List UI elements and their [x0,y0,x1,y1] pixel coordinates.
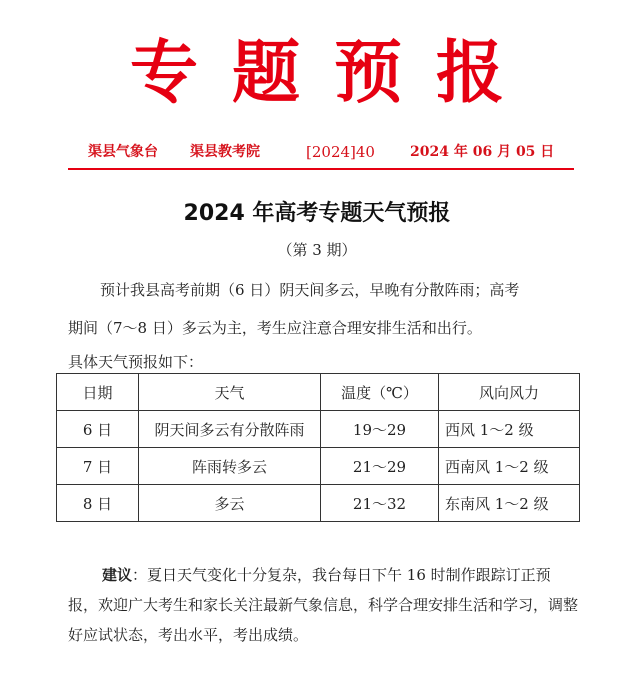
table-row [57,485,580,522]
cell-date: 6 日 [57,411,139,448]
advice-label: 建议 [102,566,133,584]
cell-date: 7 日 [57,448,139,485]
issue-number: （第 3 期） [277,241,357,259]
masthead-title: 专题预报 [129,34,538,113]
cell-temperature: 21～29 [321,448,439,485]
intro-paragraph-line-2: 期间（7～8 日）多云为主，考生应注意合理安排生活和出行。 [68,319,482,337]
document-number: [2024]40 [306,143,375,161]
table-row [57,411,580,448]
cell-weather: 多云 [139,485,321,522]
red-divider [68,168,574,170]
issue-line [84,140,564,164]
issuer-education-exam-institute: 渠县教考院 [190,144,260,160]
cell-date: 8 日 [57,485,139,522]
cell-temperature: 21～32 [321,485,439,522]
header-temperature: 温度（℃） [321,374,439,411]
issuer-meteorological-station: 渠县气象台 [88,144,158,160]
forecast-table [56,373,580,522]
table-row [57,448,580,485]
table-intro: 具体天气预报如下： [68,353,204,371]
cell-wind: 东南风 1～2 级 [439,485,580,522]
cell-weather: 阵雨转多云 [139,448,321,485]
cell-wind: 西风 1～2 级 [439,411,580,448]
issue-date: 2024 年 06 月 05 日 [410,144,555,160]
cell-wind: 西南风 1～2 级 [439,448,580,485]
header-weather: 天气 [139,374,321,411]
document-title: 2024 年高考专题天气预报 [183,201,451,226]
cell-weather: 阴天间多云有分散阵雨 [139,411,321,448]
cell-temperature: 19～29 [321,411,439,448]
header-date: 日期 [57,374,139,411]
advice-text: ：夏日天气变化十分复杂，我台每日下午 16 时制作跟踪订正预报，欢迎广大考生和家长关注最新气象信息，科学合理安排生活和学习，调整好应试状态，考出水平，考出成绩。 [68,566,579,644]
intro-paragraph-line-1: 预计我县高考前期（6 日）阴天间多云，早晚有分散阵雨；高考 [100,281,520,299]
table-header-row [57,374,580,411]
header-wind: 风向风力 [439,374,580,411]
advice-paragraph [68,560,578,650]
